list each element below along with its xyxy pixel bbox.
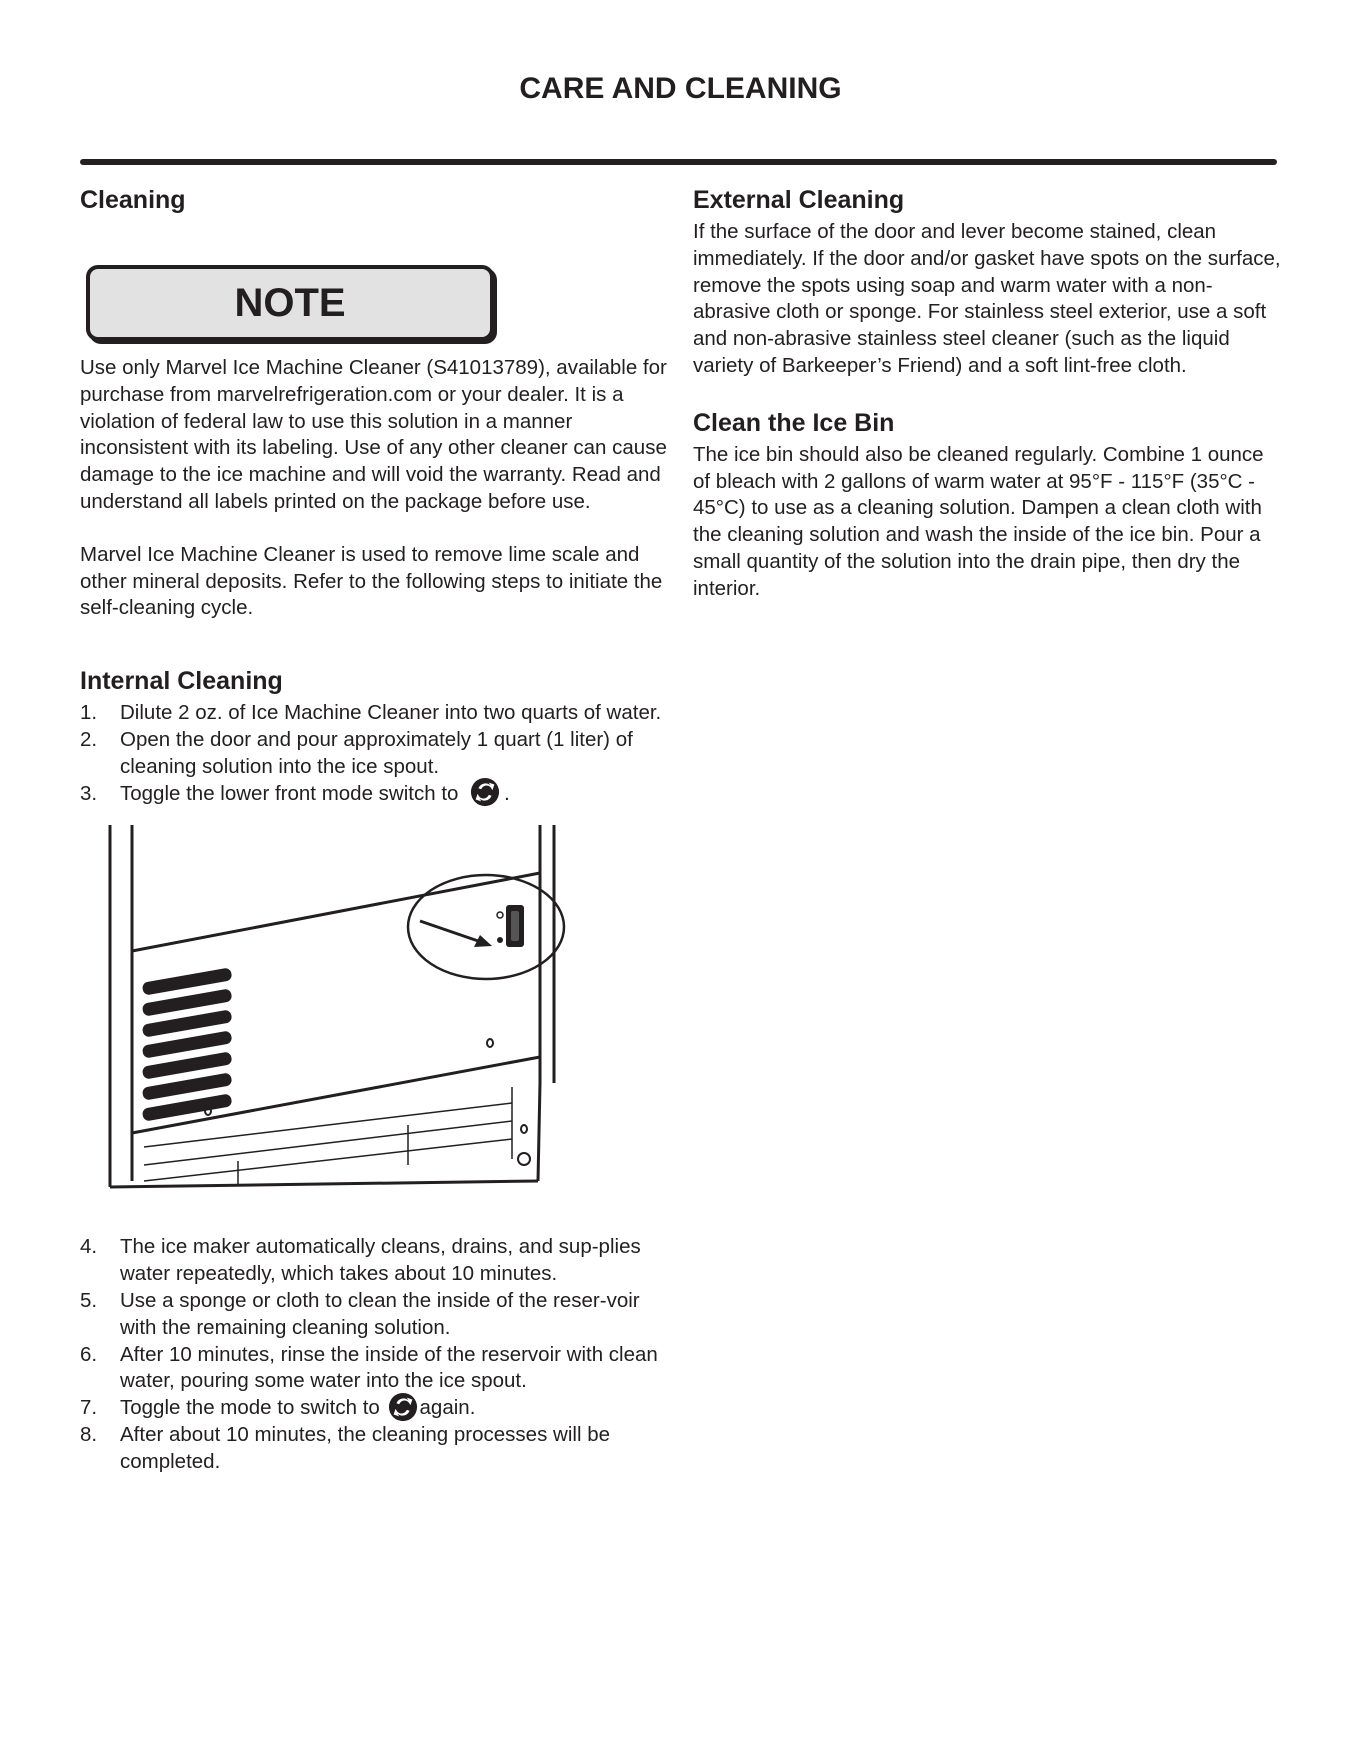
note-box	[86, 265, 494, 341]
clean-ice-bin-heading: Clean the Ice Bin	[693, 408, 895, 437]
external-cleaning-paragraph: If the surface of the door and lever become stained, clean immediately. If the door and/or gasket have spots on the surface, remove the spots using soap and warm water with a non-abrasive cloth or sponge. For stainless steel exterior, use a soft and non-abrasive stainless steel cleaner (such as the liquid variety of Barkeeper’s Friend) and a soft lint-free cloth.	[693, 220, 1281, 377]
page-title: CARE AND CLEANING	[519, 72, 842, 105]
right-column	[693, 183, 1283, 603]
list-item	[80, 1234, 670, 1288]
step-text: Toggle the mode to switch to	[120, 1396, 380, 1420]
ice-machine-illustration	[108, 825, 628, 1205]
step-number: 6.	[80, 1342, 98, 1366]
list-item	[80, 781, 670, 808]
step-text: Open the door and pour approximately 1 quart (1 liter) of cleaning solution into the ice spout.	[120, 727, 633, 778]
steps-list-1	[80, 700, 670, 807]
note-label: NOTE	[234, 280, 346, 325]
step-number: 7.	[80, 1396, 98, 1420]
step-number: 5.	[80, 1288, 98, 1312]
list-item	[80, 727, 670, 781]
header-rule	[80, 159, 1277, 165]
step-number: 1.	[80, 701, 98, 725]
clean-cycle-icon	[388, 1392, 418, 1422]
left-column	[80, 183, 670, 1476]
internal-cleaning-heading: Internal Cleaning	[80, 667, 283, 696]
intro-paragraph: Marvel Ice Machine Cleaner is used to remove lime scale and other mineral deposits. Refer to the following steps to initiate the self-cleaning cycle.	[80, 542, 663, 620]
list-item	[80, 1288, 670, 1342]
step-text: Dilute 2 oz. of Ice Machine Cleaner into two quarts of water.	[120, 701, 662, 725]
list-item	[80, 1422, 670, 1476]
clean-ice-bin-paragraph: The ice bin should also be cleaned regularly. Combine 1 ounce of bleach with 2 gallons of warm water at 95°F - 115°F (35°C - 45°C) to use as a cleaning solution. Dampen a clean cloth with the cleaning solution and wash the inside of the ice bin. Pour a small quantity of the solution into the drain pipe, then dry the interior.	[693, 442, 1264, 600]
step-number: 4.	[80, 1235, 98, 1259]
step-text: After 10 minutes, rinse the inside of the reservoir with clean water, pouring some water into the ice spout.	[120, 1342, 658, 1393]
step-text-after: again.	[419, 1396, 476, 1420]
step-text: Toggle the lower front mode switch to	[120, 781, 459, 805]
cleaning-heading: Cleaning	[80, 186, 186, 214]
step-number: 8.	[80, 1422, 98, 1446]
step-text: After about 10 minutes, the cleaning processes will be completed.	[120, 1422, 610, 1473]
clean-cycle-icon	[470, 777, 500, 807]
step-number: 3.	[80, 781, 98, 805]
list-item	[80, 1395, 670, 1422]
step-text: The ice maker automatically cleans, drains, and sup-plies water repeatedly, which takes about 10 minutes.	[120, 1235, 641, 1286]
step-text: Use a sponge or cloth to clean the inside of the reser-voir with the remaining cleaning solution.	[120, 1288, 640, 1339]
list-item	[80, 1342, 670, 1396]
steps-list-2	[80, 1234, 670, 1475]
external-cleaning-heading: External Cleaning	[693, 186, 905, 214]
step-number: 2.	[80, 727, 98, 751]
note-paragraph: Use only Marvel Ice Machine Cleaner (S41013789), available for purchase from marvelrefrigeration.com or your dealer. It is a violation of federal law to use this solution in a manner inconsistent with its labeling. Use of any other cleaner can cause damage to the ice machine and will void the warranty. Read and understand all labels printed on the package before use.	[80, 356, 667, 513]
step-text-after: .	[504, 781, 510, 805]
list-item	[80, 700, 670, 727]
